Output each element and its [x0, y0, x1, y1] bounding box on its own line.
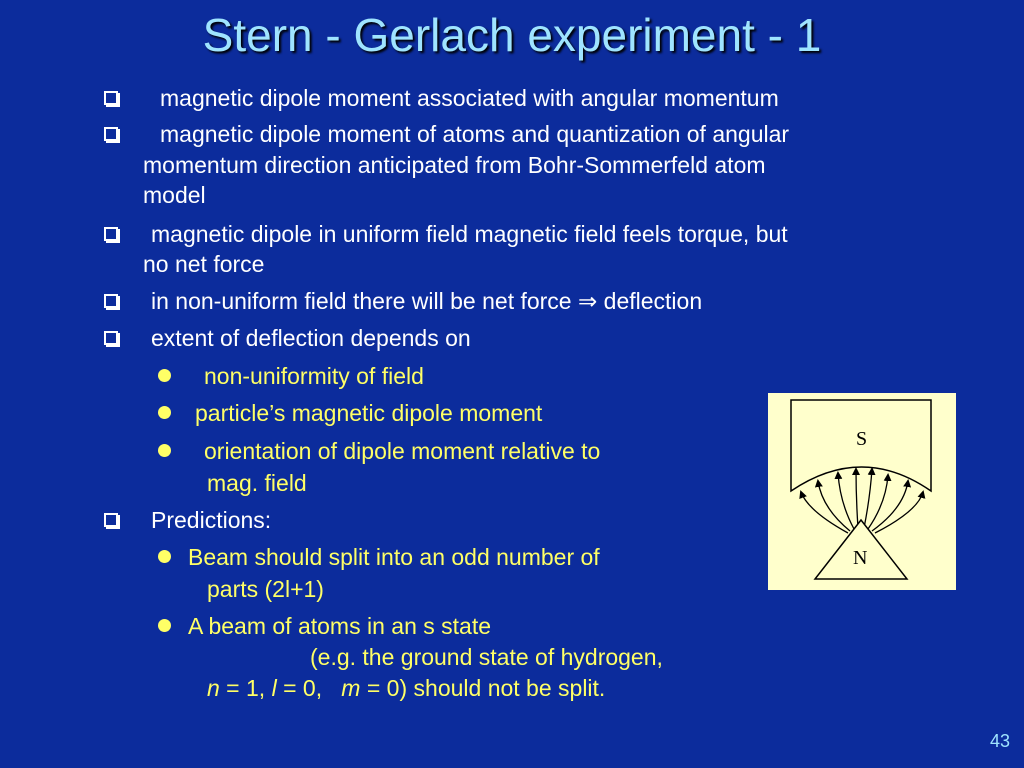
checkbox-bullet-icon	[104, 127, 118, 141]
field-line	[864, 469, 872, 528]
quantum-number-l: l	[271, 675, 277, 701]
prediction-2-line-3	[207, 673, 605, 703]
dot-bullet-icon	[158, 369, 171, 382]
prediction-2-line-2: (e.g. the ground state of hydrogen,	[310, 644, 663, 670]
field-line	[856, 469, 858, 528]
dot-bullet-icon	[158, 406, 171, 419]
slide-number: 43	[989, 731, 1010, 751]
field-line	[818, 481, 850, 531]
predictions-heading: Predictions:	[151, 507, 272, 533]
sub-bullet-1-text: non-uniformity of field	[204, 363, 424, 389]
slide-title: Stern - Gerlach experiment - 1	[202, 9, 822, 61]
checkbox-bullet-icon	[104, 513, 118, 527]
magnet-diagram	[768, 393, 956, 590]
north-pole-label: N	[853, 547, 868, 569]
quantum-number-m: m	[341, 675, 361, 701]
prediction-2-line-1: A beam of atoms in an s state	[188, 613, 491, 639]
prediction-2-eq-2: = 0,	[276, 675, 342, 701]
bullet-3-line-2: no net force	[143, 251, 265, 277]
dot-bullet-icon	[158, 619, 171, 632]
bullet-5-text: extent of deflection depends on	[151, 325, 471, 351]
checkbox-bullet-icon	[104, 331, 118, 345]
field-line	[875, 492, 923, 533]
magnet-diagram-svg	[768, 393, 956, 590]
checkbox-bullet-icon	[104, 227, 118, 241]
prediction-1-line-2: parts (2l+1)	[207, 576, 324, 602]
implies-arrow-icon: ⇒	[578, 288, 598, 314]
sub-bullet-3-line-1: orientation of dipole moment relative to	[204, 438, 601, 464]
dot-bullet-icon	[158, 444, 171, 457]
bullet-2-line-3: model	[143, 182, 206, 208]
bullet-4-text: in non-uniform field there will be net force	[151, 288, 572, 314]
bullet-1-text: magnetic dipole moment associated with angular momentum	[160, 85, 779, 111]
field-line	[872, 481, 908, 531]
field-line	[801, 492, 848, 533]
quantum-number-n: n	[207, 675, 220, 701]
checkbox-bullet-icon	[104, 91, 118, 105]
sub-bullet-2-text: particle’s magnetic dipole moment	[195, 400, 543, 426]
field-line	[838, 473, 854, 529]
bullet-3-line-1: magnetic dipole in uniform field magnetic field feels torque, but	[151, 221, 788, 247]
south-pole-label: S	[856, 428, 868, 450]
prediction-1-line-1: Beam should split into an odd number of	[188, 544, 600, 570]
bullet-4-line	[151, 286, 702, 316]
dot-bullet-icon	[158, 550, 171, 563]
sub-bullet-3-line-2: mag. field	[207, 470, 307, 496]
bullet-2-line-1: magnetic dipole moment of atoms and quantization of angular	[160, 121, 790, 147]
prediction-2-eq-1: = 1,	[219, 675, 272, 701]
checkbox-bullet-icon	[104, 294, 118, 308]
bullet-2-line-2: momentum direction anticipated from Bohr-Sommerfeld atom	[143, 152, 766, 178]
prediction-2-eq-3: = 0) should not be split.	[360, 675, 606, 701]
bullet-4-tail: deflection	[603, 288, 703, 314]
